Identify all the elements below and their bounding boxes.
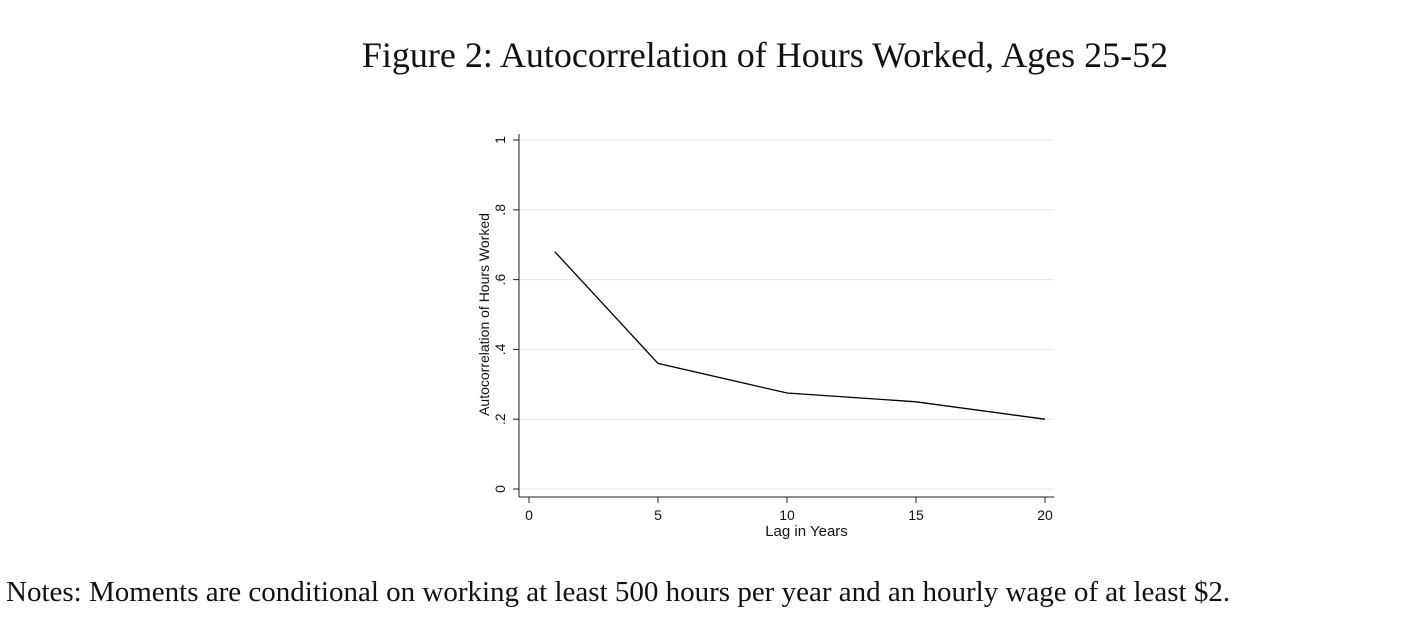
x-tick-label-4: 20 bbox=[1037, 507, 1053, 523]
x-tick-label-1: 5 bbox=[654, 507, 662, 523]
grid-lines bbox=[519, 140, 1054, 489]
x-axis-label: Lag in Years bbox=[765, 523, 848, 540]
y-axis-label: Autocorrelation of Hours Worked bbox=[476, 213, 492, 416]
axes bbox=[492, 134, 1054, 523]
x-tick-label-2: 10 bbox=[779, 507, 795, 523]
y-tick-label-1: .2 bbox=[492, 413, 508, 425]
figure-notes: Notes: Moments are conditional on working at least 500 hours per year and an hourly wage of at least $2. bbox=[6, 576, 1230, 609]
y-tick-label-3: .6 bbox=[492, 274, 508, 286]
series-line-0 bbox=[555, 252, 1045, 420]
y-tick-label-4: .8 bbox=[492, 204, 508, 216]
figure-title: Figure 2: Autocorrelation of Hours Worked, Ages 25-52 bbox=[0, 34, 1404, 76]
x-tick-label-3: 15 bbox=[908, 507, 924, 523]
y-tick-label-0: 0 bbox=[492, 485, 508, 493]
y-tick-label-2: .4 bbox=[492, 343, 508, 355]
y-tick-label-5: 1 bbox=[492, 136, 508, 144]
x-tick-label-0: 0 bbox=[525, 507, 533, 523]
series-lines bbox=[555, 252, 1045, 420]
